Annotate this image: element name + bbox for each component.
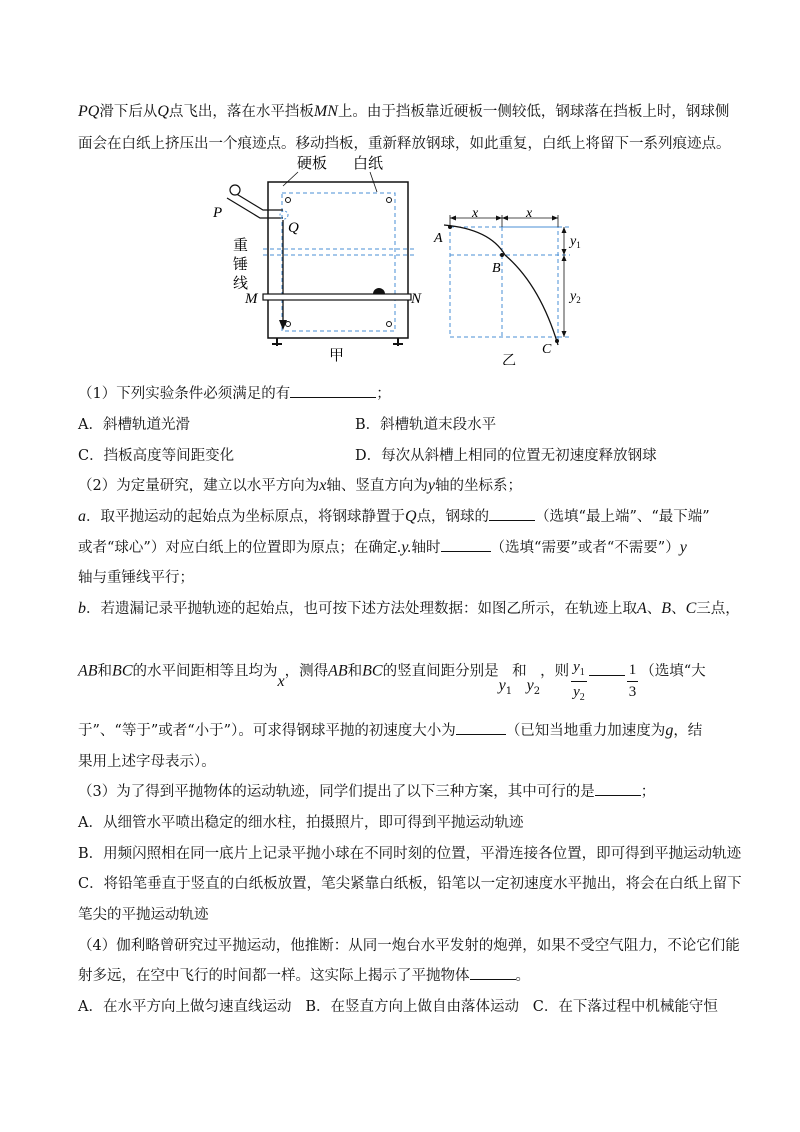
figure-jia [205,150,430,370]
q3-option-c-2: 笔尖的平抛运动轨迹 [78,907,209,923]
q1-option-c: C．挡板高度等间距变化 [78,448,235,464]
q2-a-line-1: a．取平抛运动的起始点为坐标原点，将钢球静置于Q点，钢球的 （选填“最上端”、“最下端” [78,508,710,525]
q3-option-c-1: C．将铅笔垂直于竖直的白纸板放置，笔尖紧靠白纸板，铅笔以一定初速度水平抛出，将会在白纸上留下 [78,876,742,892]
label-y2: $y_2$ [570,289,581,305]
intro-line-1: PQ滑下后从Q点飞出，落在水平挡板MN上。由于挡板靠近硬板一侧较低，钢球落在挡板上时，钢球侧 [78,103,730,120]
label-plumb: 重 [233,236,249,254]
label-paper: 白纸 [353,154,384,172]
q4-stem-1: （4）伽利略曾研究过平抛运动，他推断：从同一炮台水平发射的炮弹，如果不受空气阻力，不论它们能 [78,938,740,954]
q2-stem: （2）为定量研究，建立以水平方向为x轴、竖直方向为y轴的坐标系； [78,477,522,494]
q2-b-blank-2[interactable] [456,720,506,735]
label-x2: x [526,206,533,221]
baffle-MN [263,294,411,300]
fraction-one-third: $\frac{1}{3}$ [628,662,637,700]
white-paper [282,193,395,331]
pin-icon [286,322,291,327]
label-y1: $y_1$ [570,234,581,250]
q1-answer-blank[interactable] [290,383,376,398]
q3-option-a: A．从细管水平喷出稳定的细水柱，拍摄照片，即可得到平抛运动轨迹 [78,815,524,831]
q2-b-line-4: 果用上述字母表示）。 [78,754,216,770]
q1-option-b: B．斜槽轨道末段水平 [355,417,497,433]
fraction-y1-over-y2: $\frac{y_1}{y_2}$ [573,659,585,703]
point-B [500,253,504,257]
q2-a-blank-2[interactable] [441,537,491,552]
var-PQ: PQ [78,103,100,120]
q2-b-blank-1[interactable] [589,661,625,676]
pin-icon [387,198,392,203]
trajectory-curve [444,225,558,345]
ball-on-baffle-icon [373,288,385,294]
q1-option-d: D．每次从斜槽上相同的位置无初速度释放钢球 [355,448,657,464]
q4-stem-2: 射多远，在空中飞行的时间都一样。这实际上揭示了平抛物体 。 [78,964,530,985]
figure-yi [430,205,600,365]
q2-b-line-3: 于”、“等于”或者“小于”）。可求得钢球平抛的初速度大小为 （已知当地重力加速度为g，结 [78,722,703,739]
label-Q: Q [288,220,299,236]
q3-option-b: B．用频闪照相在同一底片上记录平抛小球在不同时刻的位置，平滑连接各位置，即可得到平抛运动轨迹 [78,846,742,862]
label-P: P [213,205,223,221]
label-A: A [434,231,443,246]
caption-yi: 乙 [502,353,516,365]
intro-line-2: 面会在白纸上挤压出一个痕迹点。移动挡板，重新释放钢球，如此重复，白纸上将留下一系列痕迹点。 [78,136,731,152]
label-M: M [245,291,258,307]
q4-options [78,995,718,1016]
label-board: 硬板 [297,154,328,172]
q2-a-line-3: 轴与重锤线平行； [78,570,194,586]
q4-option-a: A．在水平方向上做匀速直线运动 [78,999,292,1015]
label-B: B [492,261,501,276]
pin-icon [286,198,291,203]
caption-jia: 甲 [329,346,345,364]
q2-a-line-2: 或者“球心”）对应白纸上的位置即为原点；在确定.y.轴时 （选填“需要”或者“不需要”）y [78,539,687,556]
q4-option-c: C．在下落过程中机械能守恒 [532,999,718,1015]
q3-answer-blank[interactable] [595,781,641,796]
label-N: N [411,291,422,307]
q1-option-a: A．斜槽轨道光滑 [78,417,190,433]
steel-ball-icon [230,185,240,195]
q2-b-line-1: b．若遗漏记录平抛轨迹的起始点，也可按下述方法处理数据：如图乙所示，在轨迹上取A、B、C三点， [78,600,740,617]
q2-a-blank-1[interactable] [489,506,535,521]
pin-icon [387,322,392,327]
q1-stem: （1）下列实验条件必须满足的有 ； [78,382,391,403]
svg-text:锤: 锤 [233,255,249,273]
svg-text:线: 线 [233,274,249,292]
label-C: C [542,342,552,357]
q3-stem: （3）为了得到平抛物体的运动轨迹，同学们提出了以下三种方案，其中可行的是 ； [78,780,655,801]
q2-b-line-2: AB和BC的水平间距相等且均为x，测得AB和BC的竖直间距分别是$y_1$和$y_2$，则 $\frac{y_1}{y_2}$ $\frac{1}{3}$ （选填“大 [78,659,706,703]
q4-answer-blank[interactable] [470,965,516,980]
q4-option-b: B．在竖直方向上做自由落体运动 [305,999,519,1015]
label-x1: x [472,206,479,221]
point-C [555,339,559,343]
hard-board [268,182,408,338]
